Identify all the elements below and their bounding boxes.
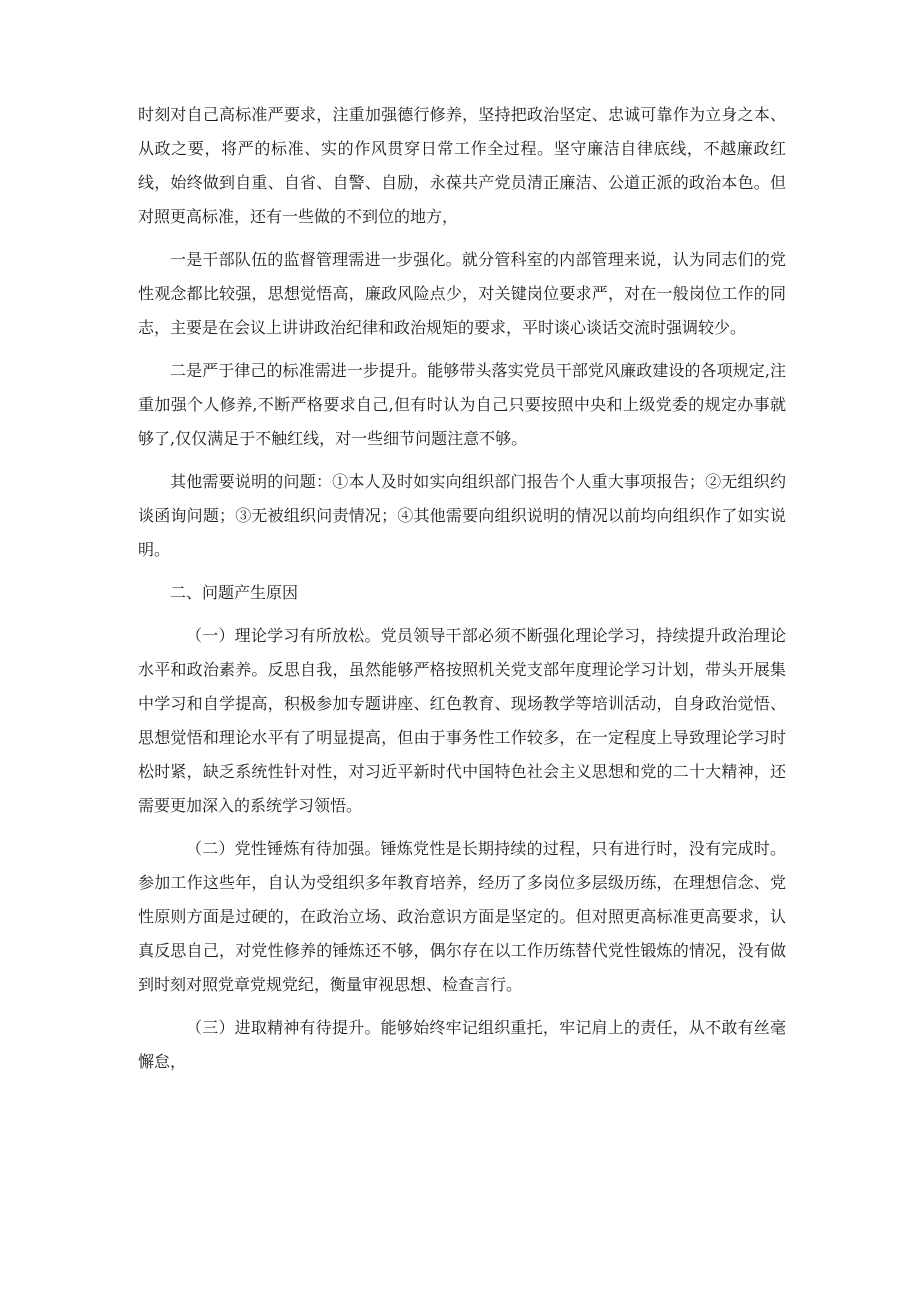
paragraph-cause-one: （一）理论学习有所放松。党员领导干部必须不断强化理论学习，持续提升政治理论水平和政治素养。反思自我，虽然能够严格按照机关党支部年度理论学习计划，带头开展集中学习和自学提高，积极参加专题讲座、红色教育、现场教学等培训活动，自身政治觉悟、思想觉悟和理论水平有了明显提高，但由于事务性工作较多，在一定程度上导致理论学习时松时紧，缺乏系统性针对性，对习近平新时代中国特色社会主义思想和党的二十大精神，还需要更加深入的系统学习领悟。 <box>138 626 786 815</box>
paragraph-issue-one: 一是干部队伍的监督管理需进一步强化。就分管科室的内部管理来说，认为同志们的党性观念都比较强，思想觉悟高，廉政风险点少，对关键岗位要求严，对在一般岗位工作的同志，主要是在会议上讲讲政治纪律和政治规矩的要求，平时谈心谈话交流时强调较少。 <box>138 250 786 337</box>
paragraph-issue-two: 二是严于律己的标准需进一步提升。能够带头落实党员干部党风廉政建设的各项规定,注重加强个人修养,不断严格要求自己,但有时认为自己只要按照中央和上级党委的规定办事就够了,仅仅满足于不触红线，对一些细节问题注意不够。 <box>138 361 786 448</box>
section-heading-causes: 二、问题产生原因 <box>170 583 299 602</box>
paragraph-continuation: 时刻对自己高标准严要求，注重加强德行修养，坚持把政治坚定、忠诚可靠作为立身之本、从政之要，将严的标准、实的作风贯穿日常工作全过程。坚守廉洁自律底线，不越廉政红线，始终做到自重、自省、自警、自励，永葆共产党员清正廉洁、公道正派的政治本色。但对照更高标准，还有一些做的不到位的地方， <box>138 105 786 226</box>
paragraph-cause-two: （二）党性锤炼有待加强。锤炼党性是长期持续的过程，只有进行时，没有完成时。参加工作这些年，自认为受组织多年教育培养，经历了多岗位多层级历练，在理想信念、党性原则方面是过硬的，在政治立场、政治意识方面是坚定的。但对照更高标准更高要求，认真反思自己，对党性修养的锤炼还不够，偶尔存在以工作历练替代党性锻炼的情况，没有做到时刻对照党章党规党纪，衡量审视思想、检查言行。 <box>138 839 786 994</box>
document-body <box>138 98 786 1088</box>
paragraph-cause-three: （三）进取精神有待提升。能够始终牢记组织重托，牢记肩上的责任，从不敢有丝毫懈怠， <box>138 1018 786 1071</box>
paragraph-other-matters: 其他需要说明的问题：①本人及时如实向组织部门报告个人重大事项报告；②无组织约谈函询问题；③无被组织问责情况；④其他需要向组织说明的情况以前均向组织作了如实说明。 <box>138 472 786 559</box>
